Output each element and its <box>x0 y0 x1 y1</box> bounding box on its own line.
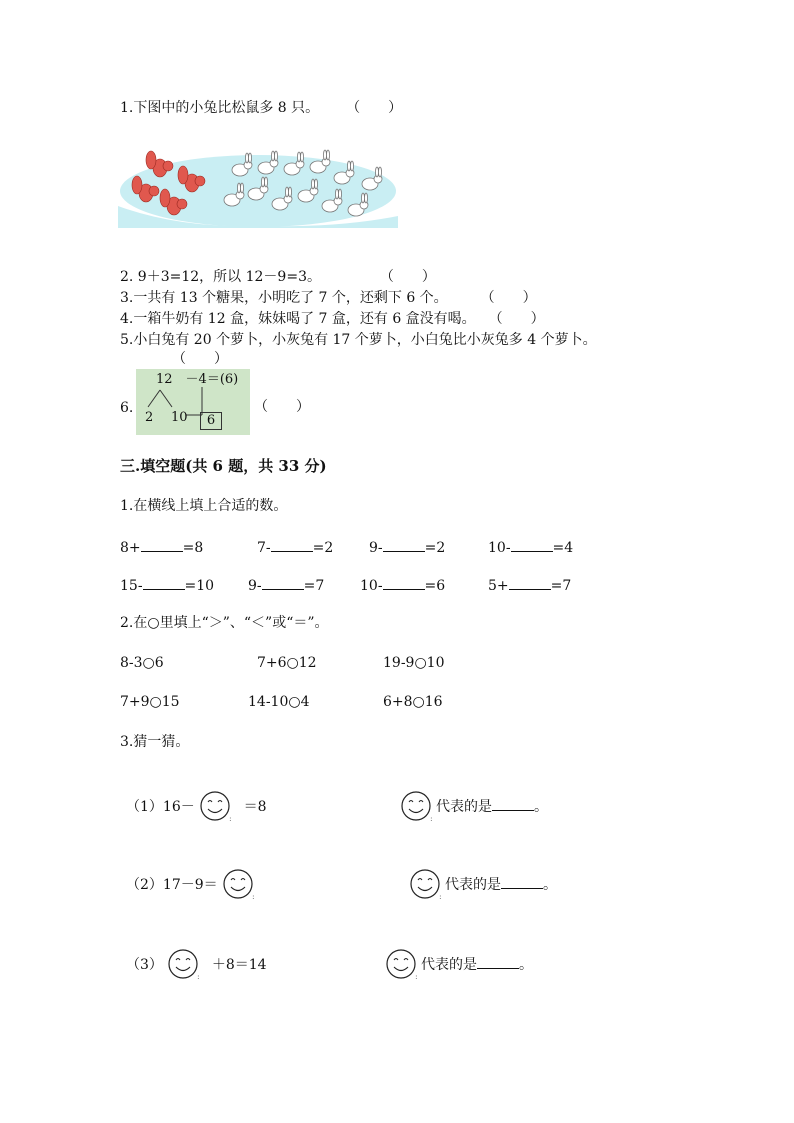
split-left: 2 <box>145 410 154 425</box>
answer-paren: （ ） <box>480 290 537 306</box>
question-2-text: 2. 9＋3=12，所以 12－9=3。 <box>120 269 321 285</box>
blank-item: 9- =7 <box>248 575 324 595</box>
question-1 <box>120 99 402 117</box>
question-2 <box>120 268 436 286</box>
question-4 <box>120 310 545 328</box>
answer-blank[interactable] <box>477 954 519 969</box>
smiley-face-icon <box>385 948 421 982</box>
compare-item[interactable]: 14-10○4 <box>248 694 310 710</box>
fill-question-1: 1.在横线上填上合适的数。 <box>120 498 288 514</box>
guess-item-1-left: （1）16－ : ＝8 <box>126 790 267 824</box>
question-6-number: 6. <box>120 400 134 416</box>
compare-item[interactable]: 7+9○15 <box>120 694 180 710</box>
answer-paren: （ ） <box>379 269 436 285</box>
svg-text::: : <box>430 814 433 823</box>
answer-blank[interactable] <box>492 796 534 811</box>
guess-item-3-left: （3） : ＋8＝14 <box>126 948 267 982</box>
guess-item-3-right: : 代表的是 。 <box>385 948 533 982</box>
fill-question-3: 3.猜一猜。 <box>120 734 190 750</box>
fill-question-2: 2.在○里填上“＞”、“＜”或“＝”。 <box>120 615 329 631</box>
smiley-face-icon <box>409 868 445 902</box>
smiley-face-icon <box>222 868 262 902</box>
blank-item: 15- =10 <box>120 575 214 595</box>
answer-blank[interactable] <box>141 537 183 552</box>
blank-item: 10- =4 <box>488 537 573 557</box>
answer-paren: （ ） <box>346 100 403 116</box>
question-5 <box>120 331 597 349</box>
blank-item: 7- =2 <box>257 537 333 557</box>
answer-blank[interactable] <box>509 575 551 590</box>
svg-text::: : <box>252 892 255 901</box>
question-4-text: 4.一箱牛奶有 12 盒，妹妹喝了 7 盒，还有 6 盒没有喝。 <box>120 311 476 327</box>
section-title: 三.填空题(共 6 题，共 33 分) <box>120 457 327 475</box>
answer-blank[interactable] <box>501 874 543 889</box>
answer-paren: （ ） <box>172 351 228 367</box>
split-equation: 12 －4＝(6) <box>156 372 239 387</box>
question-3-text: 3.一共有 13 个糖果，小明吃了 7 个，还剩下 6 个。 <box>120 290 448 306</box>
number-split-diagram <box>136 369 250 435</box>
compare-item[interactable]: 19-9○10 <box>383 655 445 671</box>
split-mid: 10 <box>171 410 188 425</box>
blank-item: 8+ =8 <box>120 537 203 557</box>
answer-blank[interactable] <box>383 575 425 590</box>
answer-blank[interactable] <box>511 537 553 552</box>
blank-item: 9- =2 <box>369 537 445 557</box>
blank-item: 10- =6 <box>360 575 445 595</box>
smiley-face-icon <box>199 790 239 824</box>
answer-blank[interactable] <box>271 537 313 552</box>
svg-text::: : <box>415 972 418 981</box>
squirrels-rabbits-illustration <box>118 146 398 228</box>
guess-item-2-left: （2）17－9＝ : <box>126 868 262 902</box>
question-1-text: 1.下图中的小兔比松鼠多 8 只。 <box>120 100 320 116</box>
svg-text::: : <box>197 972 201 981</box>
blank-item: 5+ =7 <box>488 575 571 595</box>
guess-item-2-right: : 代表的是 。 <box>409 868 557 902</box>
answer-paren: （ ） <box>254 399 310 415</box>
split-box: 6 <box>200 412 222 430</box>
answer-blank[interactable] <box>143 575 185 590</box>
smiley-face-icon <box>400 790 436 824</box>
compare-item[interactable]: 7+6○12 <box>257 655 317 671</box>
compare-item[interactable]: 6+8○16 <box>383 694 443 710</box>
svg-text::: : <box>229 814 232 823</box>
guess-item-1-right: : 代表的是 。 <box>400 790 548 824</box>
compare-item[interactable]: 8-3○6 <box>120 655 164 671</box>
question-5-text: 5.小白兔有 20 个萝卜，小灰兔有 17 个萝卜，小白兔比小灰兔多 4 个萝卜。 <box>120 332 597 348</box>
answer-blank[interactable] <box>262 575 304 590</box>
smiley-face-icon <box>167 948 207 982</box>
svg-text::: : <box>439 892 442 901</box>
question-3 <box>120 289 537 307</box>
answer-blank[interactable] <box>383 537 425 552</box>
answer-paren: （ ） <box>488 311 545 327</box>
